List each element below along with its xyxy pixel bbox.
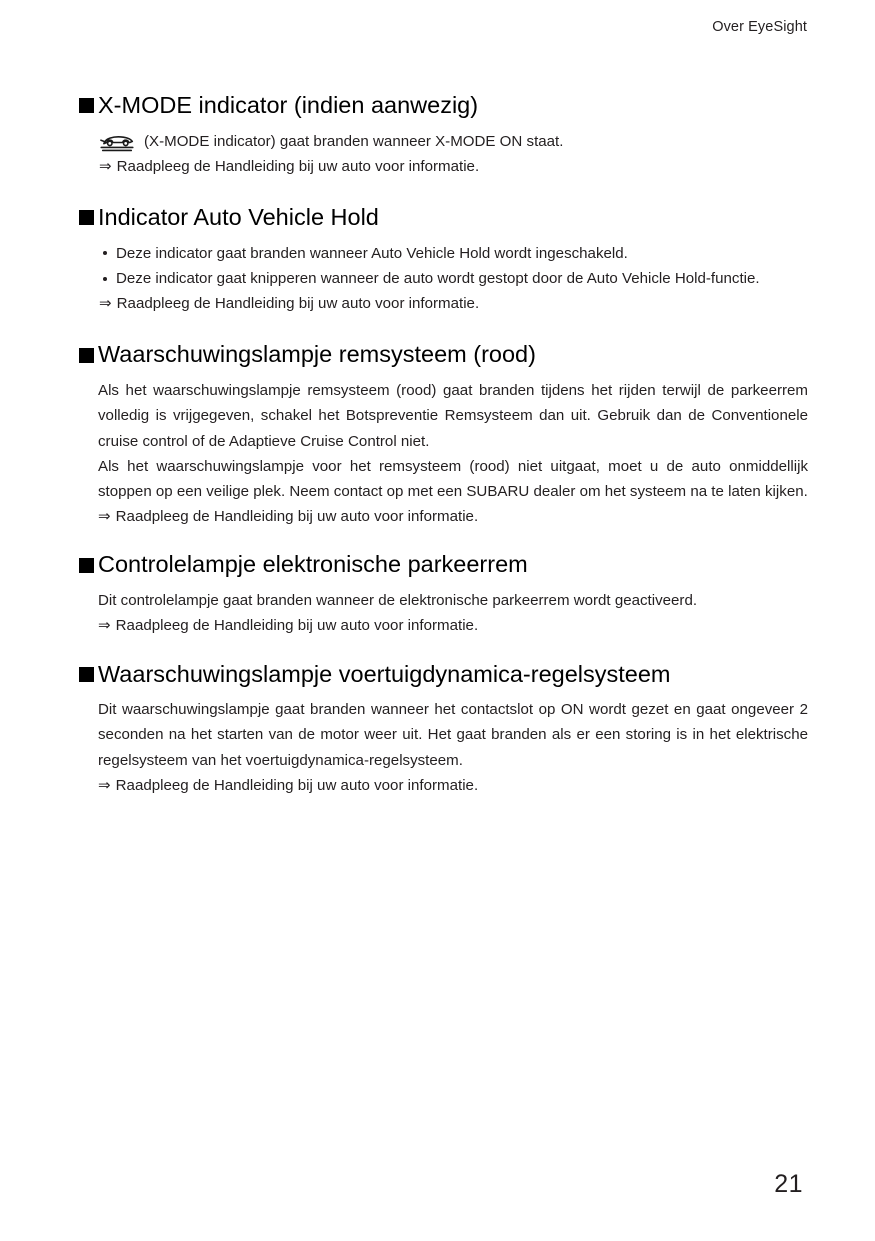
section-heading xyxy=(79,661,808,689)
square-bullet-icon xyxy=(79,667,94,682)
reference-line-text: Raadpleeg de Handleiding bij uw auto voor informatie. xyxy=(115,617,479,635)
double-arrow-icon: ⇒ xyxy=(98,776,111,794)
list-item-text: Deze indicator gaat knipperen wanneer de auto wordt gestopt door de Auto Vehicle Hold-functie. xyxy=(116,270,760,288)
section-heading xyxy=(79,92,808,120)
section-x-mode-indicator xyxy=(79,92,808,179)
section-body xyxy=(98,378,808,529)
x-mode-indicator-icon xyxy=(99,132,135,153)
reference-line xyxy=(98,504,808,529)
double-arrow-icon: ⇒ xyxy=(99,157,112,175)
double-arrow-icon: ⇒ xyxy=(99,295,112,313)
section-auto-vehicle-hold xyxy=(79,204,808,316)
reference-line xyxy=(98,773,808,798)
section-body xyxy=(98,697,808,798)
reference-line-text: Raadpleeg de Handleiding bij uw auto voor informatie. xyxy=(116,157,480,175)
reference-line xyxy=(98,613,808,638)
section-body xyxy=(99,129,808,179)
paragraph: Dit waarschuwingslampje gaat branden wanneer het contactslot op ON wordt gezet en gaat ongeveer 2 seconden na het starten van de motor weer uit. Het gaat branden als er een storing is in het elektrische regelsysteem van het voertuigdynamica-regelsysteem. xyxy=(98,701,808,769)
x-mode-icon-line xyxy=(99,129,808,154)
bullet-dot-icon xyxy=(103,277,107,281)
section-vehicle-dynamics-control-warning-light xyxy=(79,661,808,799)
section-heading-label: Controlelampje elektronische parkeerrem xyxy=(98,551,528,578)
paragraph: Als het waarschuwingslampje remsysteem (rood) gaat branden tijdens het rijden terwijl de parkeerrem volledig is vrijgegeven, schakel het Botspreventie Remsysteem dan uit. Gebruik dan de Conventionele cruise control of de Adaptieve Cruise Control niet. xyxy=(98,382,808,450)
reference-line-text: Raadpleeg de Handleiding bij uw auto voor informatie. xyxy=(115,776,479,794)
section-brake-system-warning-light xyxy=(79,341,808,529)
reference-line xyxy=(99,154,808,179)
square-bullet-icon xyxy=(79,98,94,113)
list-item-text: Deze indicator gaat branden wanneer Auto Vehicle Hold wordt ingeschakeld. xyxy=(116,244,628,262)
reference-line xyxy=(99,291,808,316)
x-mode-icon-line-text: (X-MODE indicator) gaat branden wanneer X-MODE ON staat. xyxy=(144,132,564,150)
section-heading xyxy=(79,341,808,369)
paragraph: Dit controlelampje gaat branden wanneer de elektronische parkeerrem wordt geactiveerd. xyxy=(98,592,698,610)
section-heading-label: X-MODE indicator (indien aanwezig) xyxy=(98,92,479,118)
page-number: 21 xyxy=(774,1170,803,1198)
reference-line-text: Raadpleeg de Handleiding bij uw auto voor informatie. xyxy=(115,508,479,526)
section-heading-label: Indicator Auto Vehicle Hold xyxy=(98,204,379,231)
section-body xyxy=(98,588,808,638)
page-content xyxy=(79,92,808,798)
bullet-list xyxy=(99,241,808,291)
section-electronic-parking-brake-indicator xyxy=(79,551,808,638)
section-heading xyxy=(79,551,808,579)
list-item xyxy=(99,241,808,266)
reference-line-text: Raadpleeg de Handleiding bij uw auto voor informatie. xyxy=(116,295,480,313)
section-heading-label: Waarschuwingslampje remsysteem (rood) xyxy=(98,341,536,368)
square-bullet-icon xyxy=(79,348,94,363)
section-heading-label: Waarschuwingslampje voertuigdynamica-regelsysteem xyxy=(98,660,671,687)
list-item xyxy=(99,266,808,291)
running-header: Over EyeSight xyxy=(712,19,807,35)
section-body xyxy=(99,241,808,317)
square-bullet-icon xyxy=(79,558,94,573)
double-arrow-icon: ⇒ xyxy=(98,508,111,526)
bullet-dot-icon xyxy=(103,251,107,255)
section-heading xyxy=(79,204,808,232)
square-bullet-icon xyxy=(79,210,94,225)
double-arrow-icon: ⇒ xyxy=(98,617,111,635)
paragraph: Als het waarschuwingslampje voor het remsysteem (rood) niet uitgaat, moet u de auto onmiddellijk stoppen op een veilige plek. Neem contact op met een SUBARU dealer om het systeem na te laten kijken. xyxy=(98,457,808,500)
